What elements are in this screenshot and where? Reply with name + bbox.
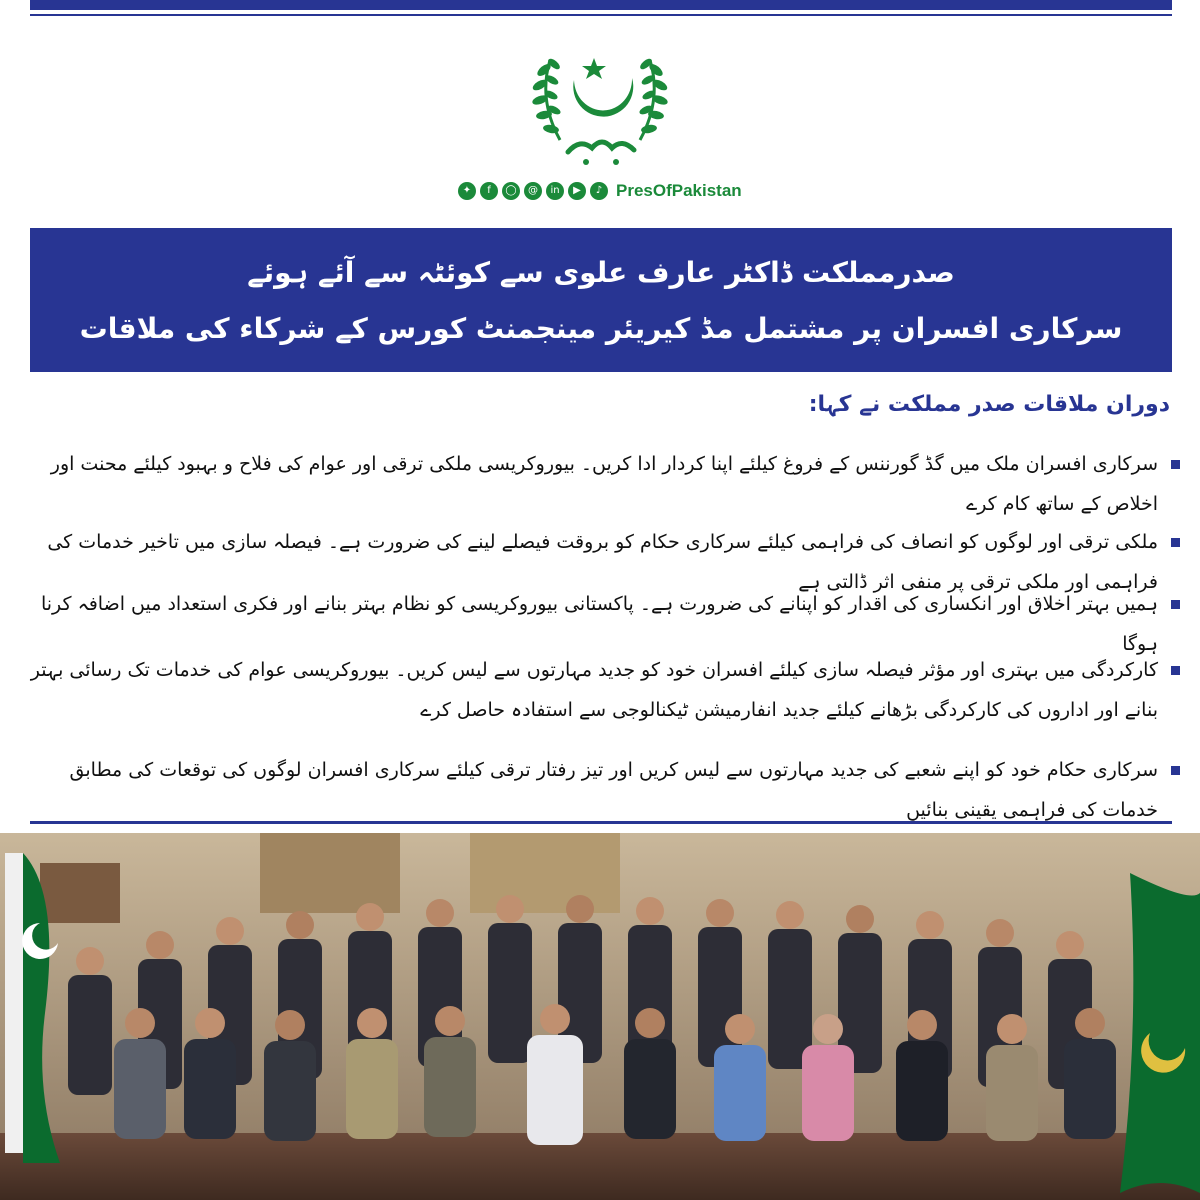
list-item: کارکردگی میں بہتری اور مؤثر فیصلہ سازی کیلئے افسران خود کو جدید مہارتوں سے لیس کریں۔ بیوروکریسی عوام کی خدمات تک رسائی بہتر بنانے اور اداروں کی کارکردگی بڑھانے کیلئے جدید انفارمیشن ٹیکنالوجی سے استفادہ حاصل کرے <box>30 650 1180 730</box>
threads-icon[interactable]: @ <box>524 182 542 200</box>
list-item: سرکاری افسران ملک میں گڈ گورننس کے فروغ کیلئے اپنا کردار ادا کریں۔ بیوروکریسی ملکی ترقی اور عوام کی فلاح و بہبود کیلئے محنت اور اخلاص کے ساتھ کام کرے <box>30 444 1180 524</box>
bullet-square-icon <box>1171 666 1180 675</box>
bullet-square-icon <box>1171 766 1180 775</box>
group-photo <box>0 833 1200 1200</box>
list-item: سرکاری حکام خود کو اپنے شعبے کی جدید مہارتوں سے لیس کریں اور تیز رفتار ترقی کیلئے سرکاری افسران لوگوں کی توقعات کی مطابق خدمات کی فراہمی یقینی بنائیں <box>30 750 1180 830</box>
list-item: ملکی ترقی اور لوگوں کو انصاف کی فراہمی کیلئے سرکاری حکام کو بروقت فیصلے لینے کی ضرورت ہے۔ فیصلہ سازی میں تاخیر خدمات کی فراہمی اور ملکی ترقی پر منفی اثر ڈالتی ہے <box>30 522 1180 602</box>
instagram-icon[interactable]: ◯ <box>502 182 520 200</box>
social-handle[interactable]: PresOfPakistan <box>616 181 742 200</box>
pakistan-crescent-star-wreath-logo <box>520 40 680 170</box>
bullet-square-icon <box>1171 538 1180 547</box>
tiktok-icon[interactable]: ♪ <box>590 182 608 200</box>
headline-line-1: صدرمملکت ڈاکٹر عارف علوی سے کوئٹہ سے آئے ہوئے <box>247 256 955 289</box>
youtube-icon[interactable]: ▶ <box>568 182 586 200</box>
facebook-icon[interactable]: f <box>480 182 498 200</box>
top-accent-bar <box>30 0 1172 10</box>
intro-heading: دوران ملاقات صدر مملکت نے کہا: <box>808 392 1170 417</box>
headline-line-2: سرکاری افسران پر مشتمل مڈ کیریئر مینجمنٹ کورس کے شرکاء کی ملاقات <box>79 312 1123 345</box>
top-divider <box>30 14 1172 16</box>
twitter-icon[interactable]: ✦ <box>458 182 476 200</box>
bullet-square-icon <box>1171 600 1180 609</box>
bullet-square-icon <box>1171 460 1180 469</box>
linkedin-icon[interactable]: in <box>546 182 564 200</box>
social-handle-row <box>458 180 742 202</box>
list-item: ہمیں بہتر اخلاق اور انکساری کی اقدار کو اپنانے کی ضرورت ہے۔ پاکستانی بیوروکریسی کو نظام بہتر بنانے اور فکری استعداد میں اضافہ کرنا ہوگا <box>30 584 1180 664</box>
bottom-divider <box>30 821 1172 824</box>
headline-banner <box>30 228 1172 372</box>
